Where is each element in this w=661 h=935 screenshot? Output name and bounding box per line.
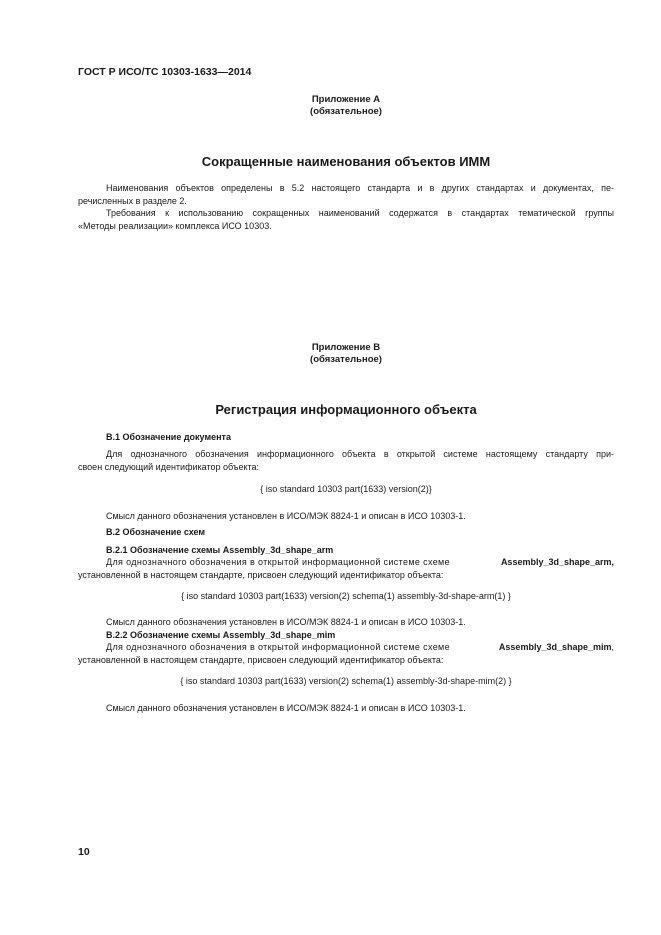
section-b22-schema-name: Assembly_3d_shape_mim (498, 642, 612, 652)
section-b22-line2: установленной в настоящем стандарте, присвоен следующий идентификатор объекта: (78, 655, 444, 665)
annex-a-p2-line2: «Методы реализации» комплекса ИСО 10303. (78, 221, 272, 231)
section-b21-meaning: Смысл данного обозначения установлен в ИСО/МЭК 8824-1 и описан в ИСО 10303-1. (106, 617, 466, 627)
annex-b-label: Приложение В (311, 342, 381, 353)
page-number: 10 (78, 846, 90, 858)
section-b1-line1: Для однозначного обозначения информационного объекта в открытой системе настоящему стандарту при- (106, 449, 614, 459)
section-b22-meaning: Смысл данного обозначения установлен в ИСО/МЭК 8824-1 и описан в ИСО 10303-1. (106, 703, 466, 713)
section-b22-identifier: { iso standard 10303 part(1633) version(2) schema(1) assembly-3d-shape-mim(2) } (180, 676, 512, 686)
section-b1-meaning: Смысл данного обозначения установлен в ИСО/МЭК 8824-1 и описан в ИСО 10303-1. (106, 511, 466, 521)
annex-b-status: (обязательное) (310, 354, 382, 365)
section-b21-identifier: { iso standard 10303 part(1633) version(2) schema(1) assembly-3d-shape-arm(1) } (181, 591, 511, 601)
section-b22-line1-end: , (611, 642, 614, 652)
section-b1-heading: В.1 Обозначение документа (106, 432, 231, 442)
section-b21-line2: установленной в настоящем стандарте, присвоен следующий идентификатор объекта: (78, 570, 444, 580)
annex-a-p1-line2: речисленных в разделе 2. (78, 196, 187, 206)
section-b1-line2: своен следующий идентификатор объекта: (78, 462, 260, 472)
annex-a-status: (обязательное) (310, 106, 382, 117)
annex-b-title: Регистрация информационного объекта (215, 402, 477, 417)
section-b22-line1 (106, 641, 614, 654)
section-b2-heading: В.2 Обозначение схем (106, 527, 206, 537)
section-b21-schema-name: Assembly_3d_shape_arm, (500, 557, 614, 567)
section-b21-heading: В.2.1 Обозначение схемы Assembly_3d_shape_arm (106, 545, 334, 555)
section-b22-heading: В.2.2 Обозначение схемы Assembly_3d_shape_mim (106, 630, 336, 640)
section-b21-line1-text: Для однозначного обозначения в открытой информационной системе схеме (106, 557, 450, 567)
section-b1-identifier: { iso standard 10303 part(1633) version(2)} (260, 484, 432, 494)
section-b22-line1-text: Для однозначного обозначения в открытой информационной системе схеме (106, 642, 450, 652)
annex-a-p2-line1: Требования к использованию сокращенных наименований содержатся в стандартах тематической группы (106, 208, 614, 218)
annex-a-label: Приложение А (311, 94, 381, 105)
annex-a-title: Сокращенные наименования объектов ИММ (201, 154, 491, 169)
document-code: ГОСТ Р ИСО/ТС 10303-1633—2014 (78, 66, 252, 78)
annex-a-p1-line1: Наименования объектов определены в 5.2 настоящего стандарта и в других стандартах и документах, пе- (106, 183, 614, 193)
section-b21-line1 (106, 556, 614, 569)
